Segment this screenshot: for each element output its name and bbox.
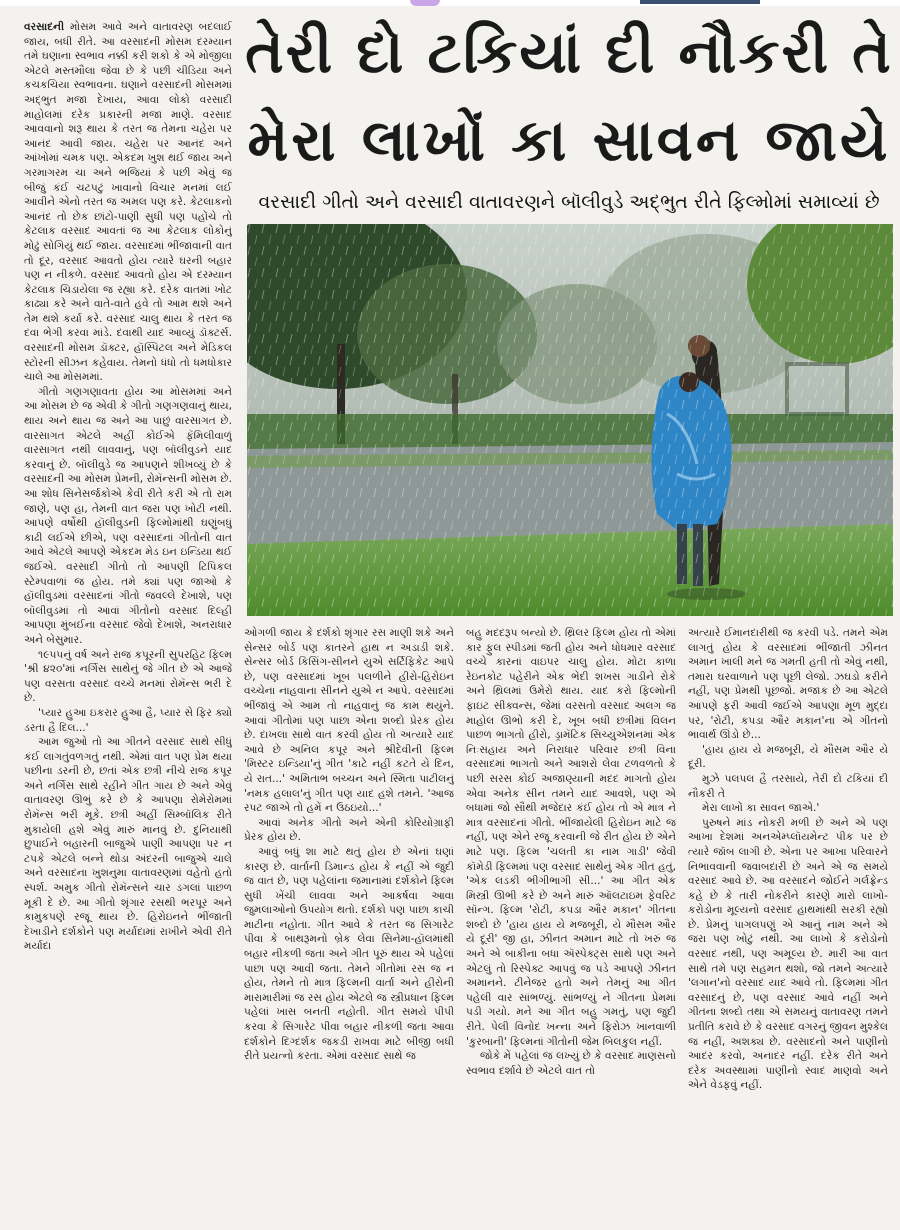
song-quote: મુઝે પલપલ હૈ તરસાયે, તેરી દો ટકિયાં દી નૌકરી તે: [688, 772, 888, 800]
rain-couple-photo: [247, 224, 893, 616]
paragraph: ઓગળી જાય કે દર્શકો શૃંગાર રસ માણી શકે અને સેન્સર બોર્ડ પણ કાતરને હાથ ન અડાડી શકે. સેન્સર બોર્ડ કિસિંગ-સીનને યુએ સર્ટિફિકેટ આપે છે, પણ વરસાદમાં ખૂબ પલળીને હીરો-હિરોઇન વચ્ચેના નાહવાના સીનને યુએ ન આપે. વરસાદમાં ભીંજાવું એ આમ તો નાહવાનું જ કામ થયુંને. આવાં ગીતોમાં પણ પાછા એના શબ્દો પ્રેરક હોય છે. દાખલા સાથે વાત કરવી હોય તો અત્યારે યાદ આવે છે અનિલ કપૂર અને શ્રીદેવીની ફિલ્મ 'મિસ્ટર ઇન્ડિયા'નું ગીત 'કાટે નહીં કટતે યે દિન, યે રાત...' અમિતાભ બચ્ચન અને સ્મિતા પાટીલનું 'નમક હલાલ'નું ગીત પણ યાદ હશે તમને. 'આજ રપટ જાએ તો હમેં ન ઉઠઇયો...': [244, 627, 454, 815]
paragraph: આવું બધું શા માટે થતું હોય છે એનાં ઘણાં કારણ છે. વાર્તાની ડિમાન્ડ હોય કે નહીં એ જુદી જ વાત છે, પણ પહેલાંના જમાનામાં દર્શકોને ફિલ્મ સુધી ખેંચી લાવવા અને આકર્ષવા આવા જુમલાઓનો ઉપયોગ થતો. દર્શકો પણ પાછા કાચી માટીના નહોતા. ગીત આવે કે તરત જ સિગારેટ પીવા કે બાથરૂમનો બ્રેક લેવા સિનેમા-હૉલમાંથી બહાર નીકળી જતા અને ગીત પૂરું થાય એ પહેલાં પાછા પણ આવી જતા. તેમને ગીતોમાં રસ જ ન હોય, તેમને તો માત્ર ફિલ્મની વાર્તા અને હીરોની મારામારીમાં જ રસ હોય એટલે જ સ્ત્રીપ્રધાન ફિલ્મ પહેલાં ખાસ બનતી નહોતી. ગીત સમયે પીપી કરવા કે સિગારેટ પીવા બહાર નીકળી જતા આવા દર્શકોને દિગ્દર્શક જકડી રાખવા માટે બીજી બધી રીતે પ્રયત્નો કરતા. એમાં વરસાદ સાથે જ: [244, 845, 454, 1063]
paragraph: ૧૯૫૫નું વર્ષ અને રાજ કપૂરની સુપરહિટ ફિલ્મ 'શ્રી ૪૨૦'માં નર્ગિસ સાથેનું જે ગીત છે એ આજે પણ વરસતા વરસાદ વચ્ચે મનમાં રોમૅન્સ ભરી દે છે.: [24, 648, 232, 705]
article-column-3: [466, 626, 676, 1222]
song-quote: મેરા લાખોં કા સાવન જાએ.': [702, 802, 820, 815]
headline-line-1: તેરી દો ટકિયાં દી નૌકરી તે: [245, 18, 893, 86]
lead-word: વરસાદની: [24, 21, 65, 33]
paragraph: જોકે મેં પહેલાં જ લખ્યું છે કે વરસાદ માણસનો સ્વભાવ દર્શાવે છે એટલે વાત તો: [466, 1050, 676, 1077]
paragraph: અત્યારે ઈમાનદારીથી જ કરવી પડે. તમને એમ લાગતું હોય કે વરસાદમાં ભીંજાતી ઝીનત અમાન ખાલી મને જ ગમતી હતી તો એવું નથી, તમારા ઘરવાળાને પણ પૂછી લેજો. ઝઘડો કરીને નહીં, પણ પ્રેમથી પૂછજો. મજાક છે આ એટલે આપણે ફરી આવી જઈએ આપણા મૂળ મુદ્દા પર, 'રોટી, કપડા ઔર મકાન'ના એ ગીતનો ભાવાર્થ ઊંડો છે...: [688, 627, 888, 742]
paragraph: બહુ મદદરૂપ બન્યો છે. થ્રિલર ફિલ્મ હોય તો એમાં કાર ફુલ સ્પીડમાં જતી હોય અને ધોધમાર વરસાદ વચ્ચે કારનાં વાઇપર ચાલુ હોય. મોટા કાળા રેઇનકોટ પહેરીને એક ભેદી શખસ ગાડીને રોકે અને થ્રિલમાં ઉમેરો થાય. યાદ કરો ફિલ્મોની ફાઇટ સીક્વન્સ, જેમાં વરસતો વરસાદ અલગ જ માહોલ ઊભો કરી દે, ખૂબ બધી છત્રીમાં વિલન પાછળ ભાગતો હીરો, ડ્રામૅટિક સિચ્યુએશનમાં એક નિઃસહાય અને નિરાધાર પરિવાર છત્રી વિના વરસાદમાં ભાગતો અને આશરો લેવા ટળવળતો કે પછી સરસ કોઈ અજાણ્યાની મદદ માગતો હોય એવા અનેક સીન તમને યાદ આવશે, પણ એ બધામાં જો સૌથી મજેદાર કંઈ હોય તો એ માત્ર ને માત્ર વરસાદનાં ગીતો. ભીંજાયેલી હિરોઇન માટે જ નહીં, પણ એને રજૂ કરવાની જે રીત હોય છે એને માટે પણ. ફિલ્મ 'ચલતી કા નામ ગાડી' જેવી કૉમેડી ફિલ્મમાં પણ વરસાદ સાથેનું એક ગીત હતું, 'એક લડકી ભીગીભાગી સી...' આ ગીત એક મિસ્ત્રી ઊભી કરે છે અને મારું ઑલટાઇમ ફેવરિટ સૉન્ગ. ફિલ્મ 'રોટી, કપડા ઔર મકાન' ગીતના શબ્દો છે 'હાય હાય યે મજબૂરી, યે મૌસમ ઔર યે દૂરી' જી હા, ઝીનત અમાન માટે તો ખરું જ અને એ બાકીના બધા ઍસ્પેક્ટ્સ સાથે પણ અને એટલું તો રિસ્પેક્ટ આપવું જ પડે આપણે ઝીનત અમાનને. ટીનેજર હતો અને તેમનું આ ગીત પહેલી વાર સાંભળ્યું. સાંભળ્યું ને ગીતના પ્રેમમાં પડી ગયો. મને આ ગીત બહુ ગમતું, પણ જુદી રીતે. પેલી વિનોદ ખન્ના અને ફિરોઝ ખાનવાળી 'કુરબાની' ફિલ્મનાં ગીતોની જેમ બિલકુલ નહીં.: [466, 627, 676, 1048]
article-column-2: [244, 626, 454, 1222]
subheading: વરસાદી ગીતો અને વરસાદી વાતાવરણને બૉલીવુડે અદ્ભુત રીતે ફિલ્મોમાં સમાવ્યાં છે: [258, 191, 880, 213]
paragraph: પુરુષને માંડ નોકરી મળી છે અને એ પણ આખા દેશમાં અનએમ્પ્લૉયમેન્ટ પીક પર છે ત્યારે જૉબ લાગી છે. એના પર આખા પરિવારને નિભાવવાની જવાબદારી છે અને એ જ સમયે વરસાદ આવે છે. આ વરસાદને જોઈને ગર્લફ્રેન્ડ કહે છે કે તારી નોકરીને કારણે મારો લાખો-કરોડોના મૂલ્યનો વરસાદ હાથમાંથી સરકી રહ્યો છે. પ્રેમનું પાગલપણું એ આનું નામ અને એ જરા પણ ખોટું નથી. આ લાખો કે કરોડોનો વરસાદ નથી, પણ અમૂલ્ય છે. મારી આ વાત સાથે તમે પણ સહમત થશો, જો તમને અત્યારે 'લગાન'નો વરસાદ યાદ આવે તો. ફિલ્મમાં ગીત વરસાદનું છે, પણ વરસાદ આવે નહીં અને ગીતના શબ્દો તથા એ સમયનું વાતાવરણ તમને પ્રતીતિ કરાવે છે કે વરસાદ વગરનું જીવન મુશ્કેલ જ નહીં, અશક્ય છે. વરસાદનો અને પાણીનો આદર કરવો, અનાદર નહીં. દરેક રીતે અને દરેક અવસ્થામાં પાણીનો સ્વાદ માણવો અને એને વેડફવું નહીં.: [688, 816, 888, 1092]
paragraph: આવાં અનેક ગીતો અને એની કોરિયોગ્રાફી પ્રેરક હોય છે.: [244, 816, 454, 844]
article-column-4: [688, 626, 888, 1222]
paragraph-text: મોસમ આવે અને વાતાવરણ બદલાઈ જાય, બધી રીતે. આ વરસાદની મોસમ દરમ્યાન તમે ઘણાના સ્વભાવ નક્કી કરી શકો કે એ મોજીલા એટલે મસ્તમૌલા જેવા છે કે પછી ચીડિયા અને કચકચિયા સ્વભાવના. ઘણાને વરસાદની મોસમમાં અદ્ભુત મજા દેખાય, આવા લોકો વરસાદી માહોલમાં દરેક પ્રકારની મજા માણે. વરસાદ આવવાનો શરૂ થાય કે તરત જ તેમના ચહેરા પર આનંદ આવી જાય. ચહેરા પર આનંદ અને આંખોમાં ચમક પણ. એકદમ ખુશ થઈ જાય અને ગરમાગરમ ચા અને ભજિયાં કે પછી એવું જ બીજું કંઈ ચટપટું ખાવાનો વિચાર મનમાં લઈ આવીને એનો તરત જ અમલ પણ કરે. કેટલાકનો આનંદ તો છેક છાંટો-પાણી સુધી પણ પહોંચે તો કેટલાક વરસાદ આવતાં જ આ કેટલાક લોકોનું મોઢું સોગિયું થઈ જાય. વરસાદમાં ભીંજાવાની વાત તો દૂર, વરસાદ આવતો હોય ત્યારે ઘરની બહાર પણ ન નીકળે. વરસાદ આવતો હોય એ દરમ્યાન કેટલાક ચિડાયેલા જ રહ્યા કરે. દરેક વાતમાં ખોટ કાઢ્યા કરે અને વાતે-વાતે હવે તો આમ થશે અને તેમ થશે કર્યા કરે. વરસાદ ચાલુ થાય કે તરત જ દવા ભેગી કરવા માંડે. દવાથી યાદ આવ્યું ડૉક્ટર્સ. વરસાદની મોસમ ડૉક્ટર, હૉસ્પિટલ અને મેડિકલ સ્ટોરની સીઝન કહેવાય. તેમનો ધંધો તો ધમધોકાર ચાલે આ મોસમમાં.: [24, 21, 232, 384]
article-column-left: [24, 20, 232, 1220]
rain-streaks: [247, 224, 893, 616]
song-quote: 'પ્યાર હુઆ ઇકરાર હુઆ હૈ, પ્યાર સે ફિર ક્યોં ડરતા હૈ દિલ...': [24, 706, 232, 734]
headline-line-2: મેરા લાખોં કા સાવન જાયે: [247, 106, 891, 174]
paragraph: [24, 20, 232, 385]
song-quote: 'હાય હાય યે મજબૂરી, યે મૌસમ ઔર યે દૂરી.: [688, 743, 888, 771]
photo-illustration: [247, 224, 893, 616]
paragraph: ગીતો ગણગણાવતા હોય આ મોસમમાં અને આ મોસમ છે જ એવી કે ગીતો ગણગણવાનું થાય, થાય અને થાય જ અને આ પાછું વારસાગત છે. વારસાગત એટલે અહીં કોઈએ ફૅમિલીવાળું વારસાગત નથી લાવવાનું, પણ બૉલીવુડને યાદ કરવાનું છે. બૉલીવુડે જ આપણને શીખવ્યું છે કે વરસાદની આ મોસમ પ્રેમની, રોમૅન્સની મોસમ છે. આ શોધ સિનેસર્જકોએ કેવી રીતે કરી એ તો રામ જાણે, પણ હા, તેમની વાત જરા પણ ખોટી નથી. આપણે વર્ષોથી હૉલીવુડની ફિલ્મોમાંથી ઘણુંબધું કાઢી લઈએ છીએ, પણ વરસાદનાં ગીતોની વાત આવે એટલે આપણે એકદમ મેડ ઇન ઇન્ડિયા થઈ જઈએ. વરસાદી ગીતો તો આપણી ટિપિકલ સ્ટેમ્પવાળાં જ હોય. તમે ક્યાં પણ જાઓ કે હૉલીવુડમાં વરસાદનાં ગીતો જવલ્લે દેખાશે, પણ બૉલીવુડમાં તો આવાં ગીતોનો વરસાદ દિલ્હી આપણા મુંબઈના વરસાદ જેવો દેખાશે, અનરાધાર અને બેસુમાર.: [24, 385, 232, 646]
paragraph: આમ જુઓ તો આ ગીતને વરસાદ સાથે સીધું કંઈ લાગતુંવળગતું નથી. એમાં વાત પણ પ્રેમ થયા પછીના ડરની છે, છતાં એક છત્રી નીચે રાજ કપૂર અને નર્ગિસ સાથે રહીને ગીત ગાય છે અને એવું વાતાવરણ ઊભું કરે છે કે આપણા રોમેરોમમાં રોમૅન્સ ભરી મૂકે. છત્રી અહીં સિમ્બૉલિક રીતે મુકાયેલી હશે એવું મારું માનવું છે. દુનિયાથી છુપાઈને બહારની બાજુએ પાણી આપણા પર ન ટપકે એટલે બન્ને થોડા અંદરની બાજુએ ચાલે અને વરસાદના ખુશનુમા વાતાવરણમાં વહેતો હતો સ્પર્શ. અમુક ગીતો રોમૅન્સને ચાર ડગલાં પાછળ મૂકી દે છે. આ ગીતો શૃંગાર રસથી ભરપૂર અને કામુકપણે રજૂ થાય છે. હિરોઇનને ભીંજાતી દેખાડીને દર્શકોને પણ મર્યાદામાં રાખીને એવી રીતે મર્યાદા: [24, 736, 232, 953]
